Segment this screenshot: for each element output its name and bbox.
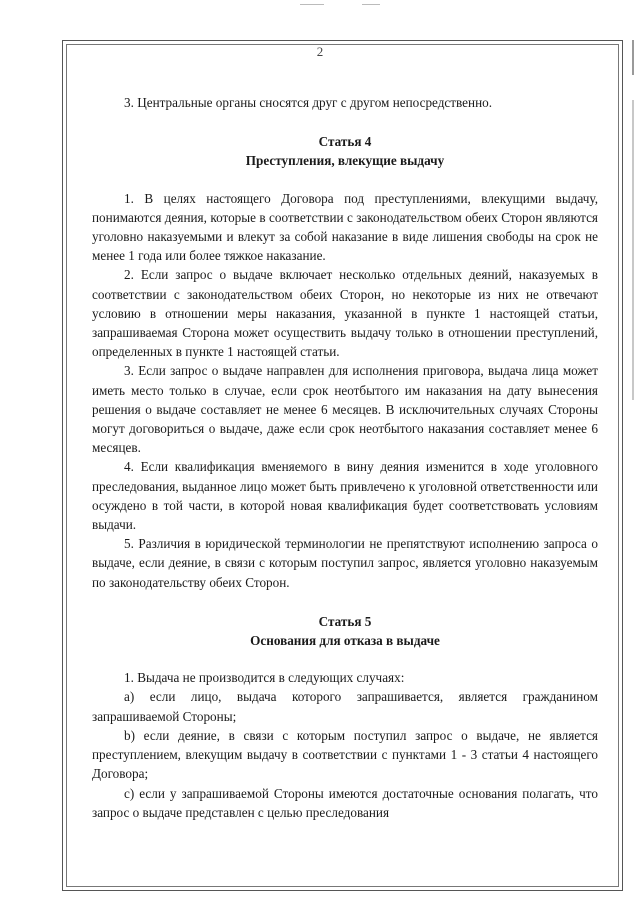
- article-5-item-a: a) если лицо, выдача которого запрашивается, является гражданином запрашиваемой Стороны;: [92, 689, 598, 724]
- scan-edge-mark: [632, 100, 634, 400]
- article-5-item-b: b) если деяние, в связи с которым поступил запрос о выдаче, не является преступлением, влекущим выдачу в соответствии с пунктами 1 - 3 статьи 4 настоящего Договора;: [92, 727, 598, 782]
- article-5-number: Статья 5: [318, 613, 372, 629]
- scan-smudge: [362, 4, 380, 5]
- article-4-title: Преступления, влекущие выдачу: [245, 153, 445, 169]
- article-4-paragraph-4: 4. Если квалификация вменяемого в вину деяния изменится в ходе уголовного преследования, выданное лицо может быть привлечено к уголовной ответственности или осуждено в той части, в которой новая квалификация будет соответствовать условиям выдачи.: [92, 459, 598, 533]
- article-5-heading: [92, 612, 598, 650]
- article-4-heading: [92, 132, 598, 170]
- article-5-title: Основания для отказа в выдаче: [250, 633, 440, 649]
- article-4-paragraph-2: 2. Если запрос о выдаче включает несколько отдельных деяний, наказуемых в соответствии с законодательством обеих Сторон, но некоторые из них не отвечают условию в отношении меры наказания, указанной в пункте 1 настоящей статьи, запрашиваемая Сторона может осуществить выдачу только в отношении преступлений, определенных в пункте 1 настоящей статьи.: [92, 267, 598, 360]
- article-4-paragraph-5: 5. Различия в юридической терминологии не препятствуют исполнению запроса о выдаче, если деяние, в связи с которым поступил запрос, является уголовно наказуемым по законодательству обеих Сторон.: [92, 536, 598, 590]
- article-4-number: Статья 4: [318, 134, 372, 150]
- document-body: [92, 93, 598, 822]
- scan-smudge: [300, 4, 324, 5]
- article-5-item-c: c) если у запрашиваемой Стороны имеются достаточные основания полагать, что запрос о выдаче представлен с целью преследования: [92, 785, 598, 820]
- intro-paragraph: 3. Центральные органы сносятся друг с другом непосредственно.: [124, 95, 493, 110]
- article-4-paragraph-3: 3. Если запрос о выдаче направлен для исполнения приговора, выдача лица может иметь место только в случае, если срок неотбытого им наказания на дату вынесения решения о выдаче составляет не менее 6 месяцев. В исключительных случаях Стороны могут договориться о выдаче, даже если срок неотбытого наказания составляет менее 6 месяцев.: [92, 363, 598, 456]
- page-number: 2: [316, 44, 324, 59]
- article-5-paragraph-1: 1. Выдача не производится в следующих случаях:: [124, 670, 405, 686]
- article-4-paragraph-1: 1. В целях настоящего Договора под преступлениями, влекущими выдачу, понимаются деяния, которые в соответствии с законодательством обеих Сторон являются уголовно наказуемыми и влекут за собой наказание в виде лишения свободы на срок не менее 1 года или более тяжкое наказание.: [92, 190, 598, 264]
